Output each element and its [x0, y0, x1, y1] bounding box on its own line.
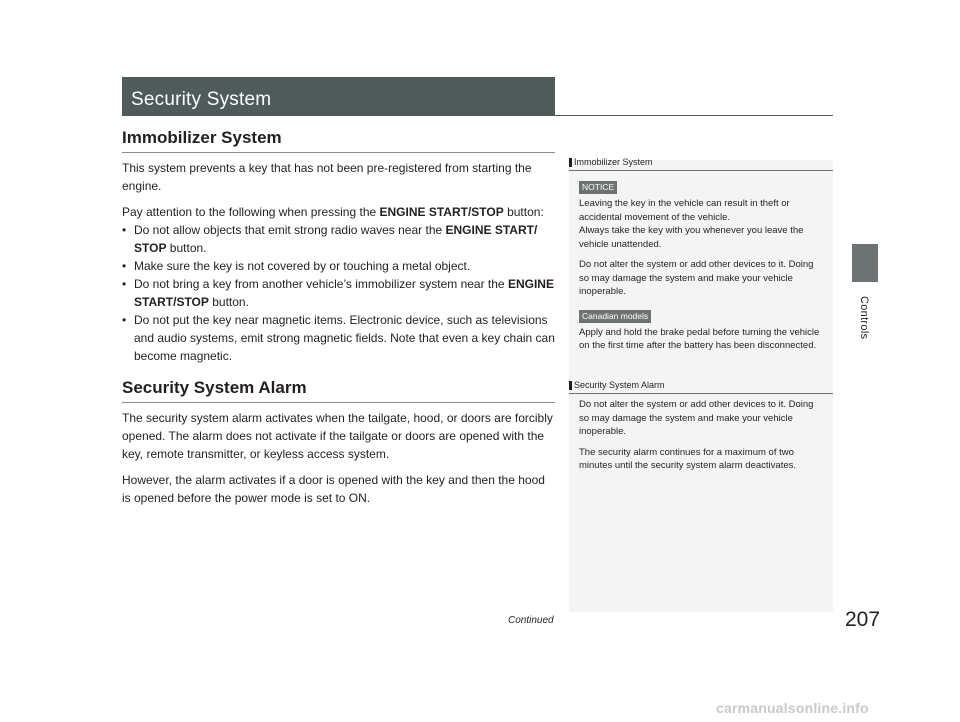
note-body: [569, 394, 833, 473]
badge-row: [579, 306, 823, 324]
title-rule: [555, 115, 833, 116]
alarm-paragraph-1: The security system alarm activates when the tailgate, hood, or doors are forcibly opened. The alarm does not activate if the tailgate or doors are opened with the key, remote transmitter, or keyless access system.: [122, 411, 553, 461]
note-text: Always take the key with you whenever you leave the vehicle unattended.: [579, 225, 804, 250]
bullet-end: button.: [208, 295, 249, 309]
note-title: Immobilizer System: [574, 157, 653, 167]
note-text: The security alarm continues for a maximum of two minutes until the security system alarm deactivates.: [579, 446, 797, 471]
immobilizer-section: [122, 128, 555, 365]
alarm-paragraph-2: However, the alarm activates if a door is opened with the key and then the hood is opened before the power mode is set to ON.: [122, 473, 545, 505]
alarm-heading: Security System Alarm: [122, 378, 307, 397]
note-title-row: [569, 380, 833, 390]
bullet-text: Make sure the key is not covered by or touching a metal object.: [134, 259, 471, 273]
section-title: Security System: [131, 89, 272, 110]
list-item: [122, 257, 555, 275]
list-item: [122, 275, 555, 311]
attention-button-name: ENGINE START/STOP: [379, 205, 504, 219]
note-text: Do not alter the system or add other devices to it. Doing so may damage the system and make your vehicle inoperable.: [579, 259, 814, 297]
note-text: Do not alter the system or add other devices to it. Doing so may damage the system and make your vehicle inoperable.: [579, 399, 814, 437]
bullet-text: Do not allow objects that emit strong radio waves near the: [134, 223, 446, 237]
watermark: carmanualsonline.info: [716, 700, 869, 716]
note-text: Apply and hold the brake pedal before turning the vehicle on the first time after the battery has been disconnected.: [579, 326, 820, 351]
note-text: Leaving the key in the vehicle can result in theft or accidental movement of the vehicle.: [579, 198, 790, 223]
notice-badge: NOTICE: [579, 181, 617, 194]
immobilizer-heading: Immobilizer System: [122, 128, 282, 147]
note-immobilizer: [569, 157, 833, 353]
bullet-end: button.: [166, 241, 207, 255]
attention-prefix: Pay attention to the following when pressing the: [122, 205, 380, 219]
page-number: 207: [845, 608, 881, 631]
note-title: Security System Alarm: [574, 380, 665, 390]
chapter-tab: [852, 244, 878, 282]
continued-label: Continued: [508, 615, 554, 626]
bullet-text: Do not bring a key from another vehicle’s immobilizer system near the: [134, 277, 508, 291]
immobilizer-intro: This system prevents a key that has not been pre-registered from starting the engine.: [122, 161, 532, 193]
immobilizer-bullet-list: [122, 221, 555, 365]
list-item: [122, 221, 555, 257]
canadian-models-badge: Canadian models: [579, 310, 651, 323]
note-body: [569, 171, 833, 353]
list-item: [122, 311, 555, 365]
note-alarm: [569, 380, 833, 473]
attention-suffix: button:: [503, 205, 544, 219]
alarm-heading-rule: [122, 402, 555, 403]
bullet-bold: ENGINE START/STOP: [134, 277, 554, 309]
immobilizer-heading-rule: [122, 152, 555, 153]
bullet-bold: ENGINE START/ STOP: [134, 223, 538, 255]
note-title-row: [569, 157, 833, 167]
immobilizer-attention: [122, 203, 555, 221]
note-marker-icon: [569, 381, 572, 390]
bullet-text: Do not put the key near magnetic items. Electronic device, such as televisions and audio systems, emit strong magnetic fields. Note that even a key chain can become magnetic.: [134, 313, 555, 363]
chapter-tab-label: Controls: [858, 296, 870, 340]
section-title-bar: [122, 77, 555, 116]
note-marker-icon: [569, 158, 572, 167]
alarm-section: [122, 378, 555, 507]
